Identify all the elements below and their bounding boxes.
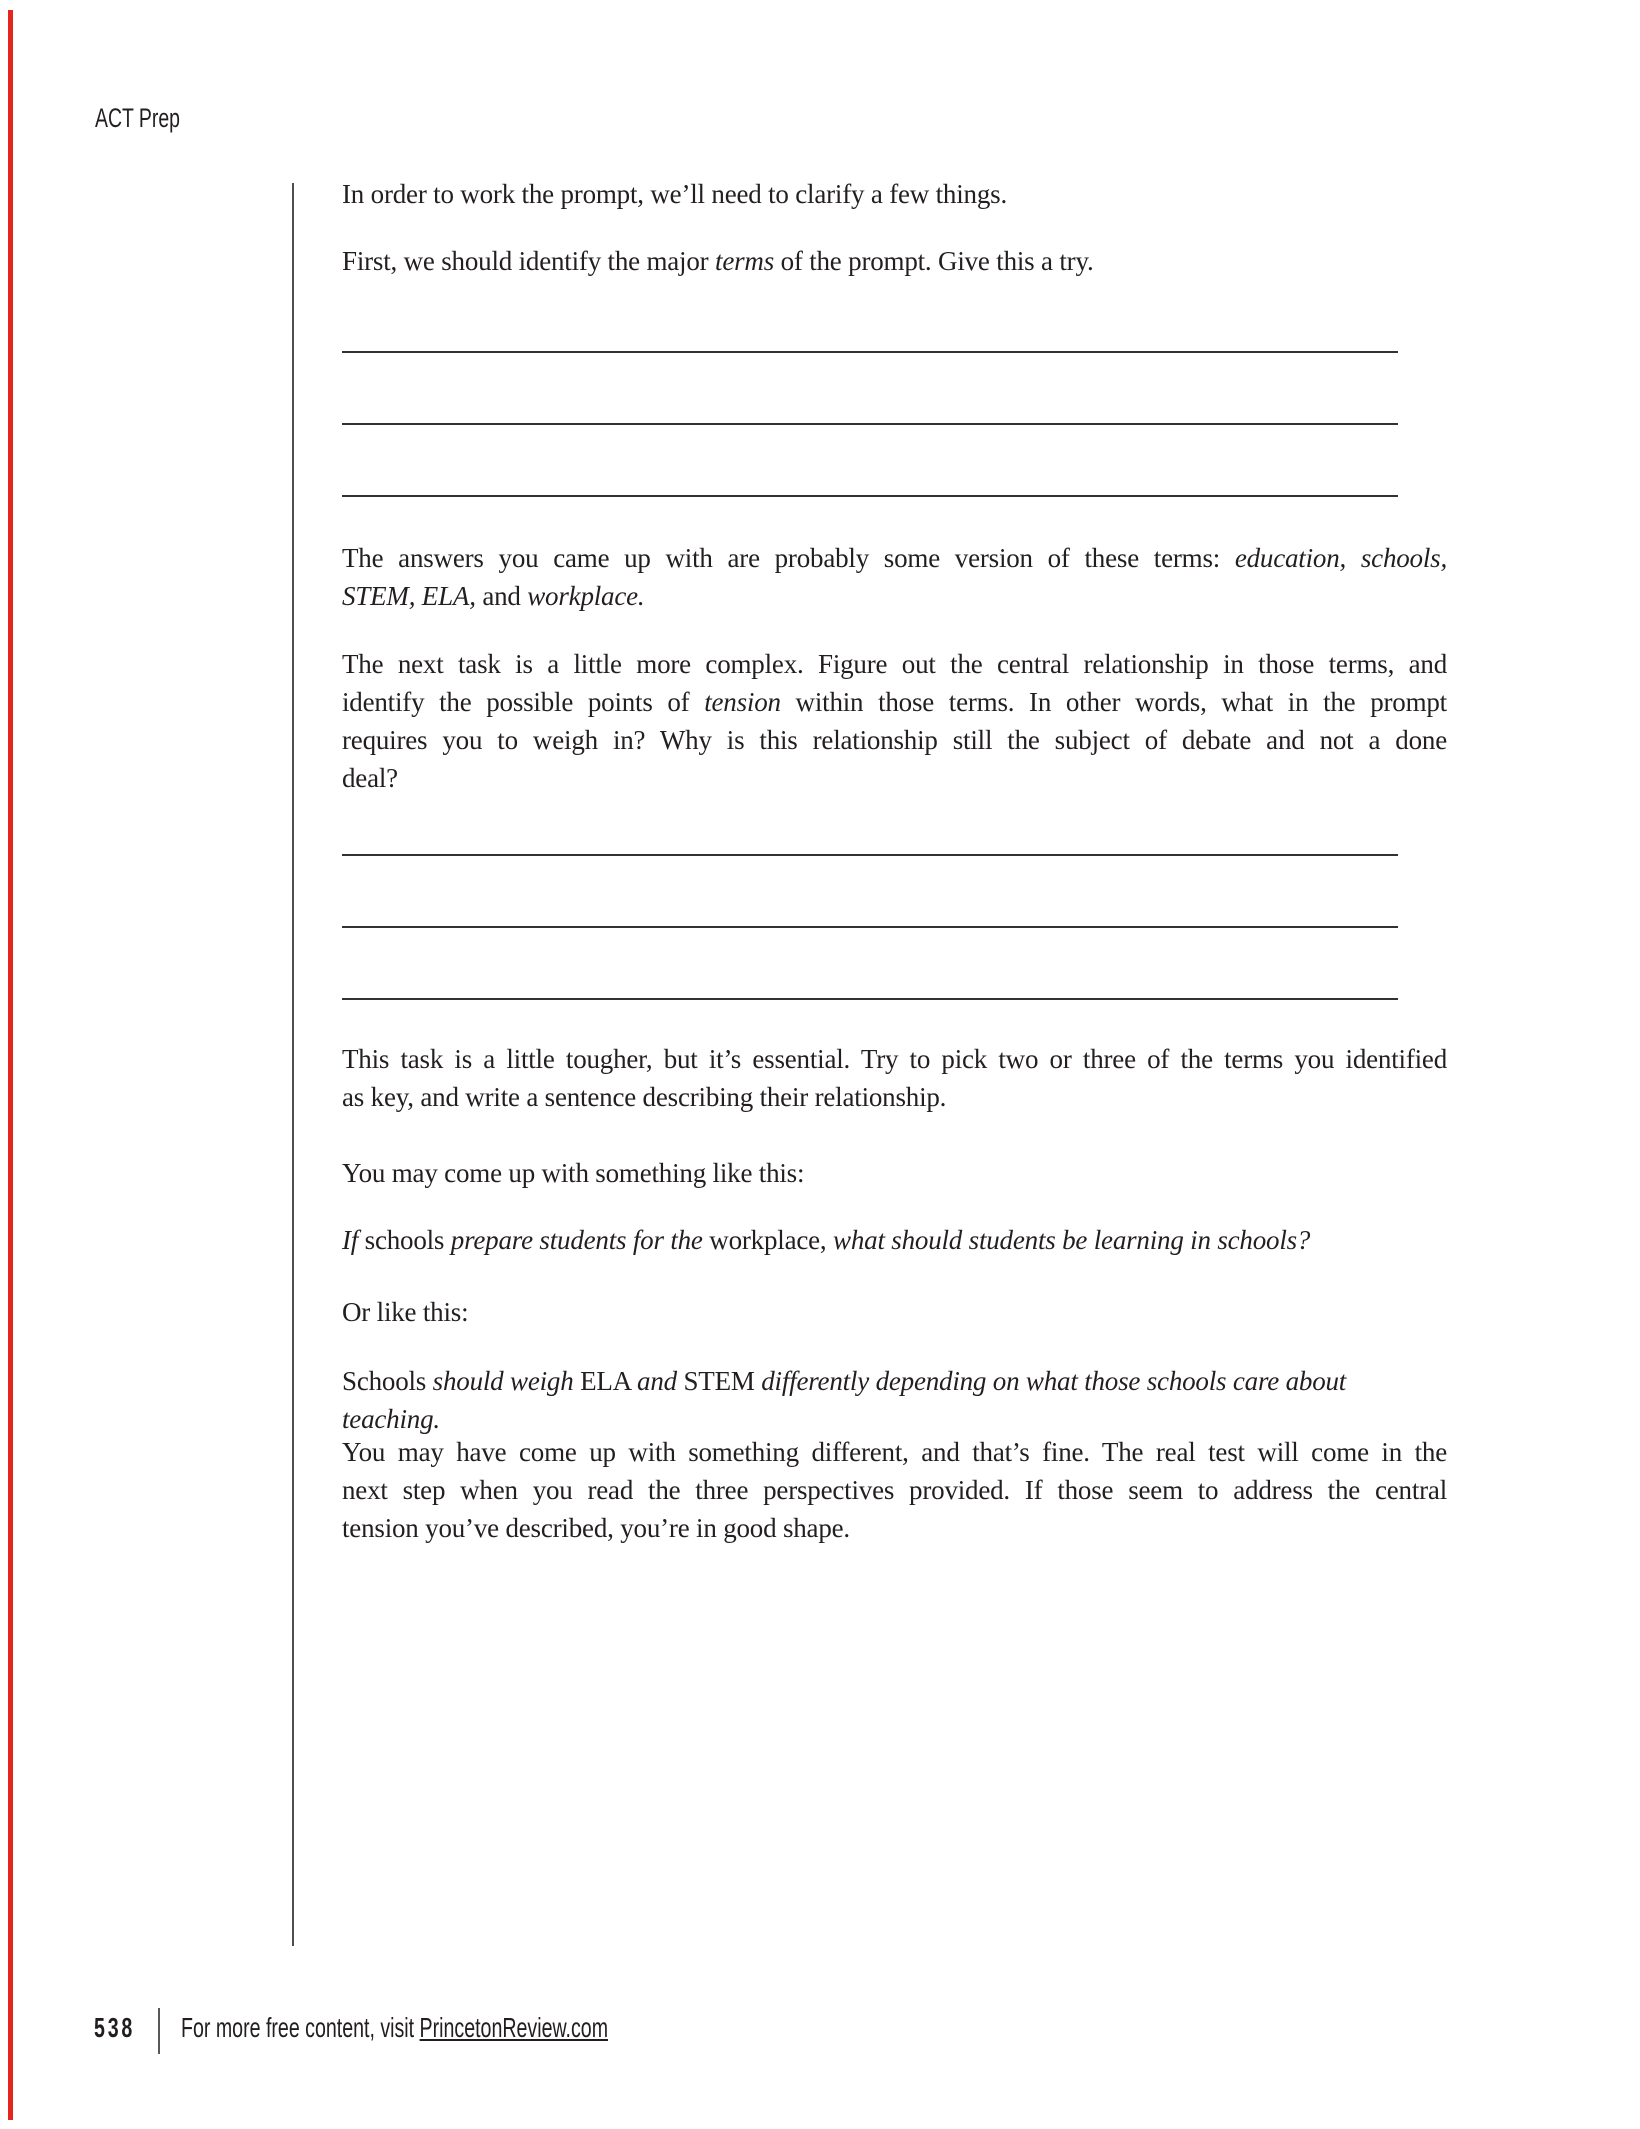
text-run: STEM xyxy=(676,1366,762,1396)
text-line xyxy=(342,645,1447,683)
text-line xyxy=(342,721,1447,759)
text-run: next step when you read the three perspectives provided. If those seem to address the central xyxy=(342,1475,1447,1505)
text-run-italic: education, schools, xyxy=(1234,543,1447,573)
text-run-italic: tension xyxy=(704,687,781,717)
text-run-italic: terms xyxy=(715,246,775,276)
text-run-italic: prepare students for the xyxy=(450,1225,703,1255)
paragraph-3 xyxy=(342,539,1447,615)
answer-line xyxy=(342,998,1398,1000)
text-run: You may come up with something like this: xyxy=(342,1158,805,1188)
paragraph-7-example-sentence xyxy=(342,1221,1447,1259)
text-run-italic: should weigh xyxy=(432,1366,574,1396)
answer-line xyxy=(342,423,1398,425)
text-run: You may have come up with something different, and that’s fine. The real test will come in the xyxy=(342,1437,1447,1467)
text-line xyxy=(342,1433,1447,1471)
text-line xyxy=(342,1078,1447,1116)
text-line xyxy=(342,683,1447,721)
paragraph-1 xyxy=(342,175,1447,213)
text-run: of the prompt. Give this a try. xyxy=(774,246,1094,276)
text-run: as key, and write a sentence describing their relationship. xyxy=(342,1082,947,1112)
text-run: requires you to weigh in? Why is this relationship still the subject of debate and not a done xyxy=(342,725,1447,755)
princeton-review-link[interactable]: PrincetonReview.com xyxy=(419,2012,609,2043)
text-line xyxy=(342,577,1447,615)
text-run-italic: STEM, ELA, xyxy=(342,581,476,611)
text-run: and xyxy=(475,581,528,611)
paragraph-9-example-sentence xyxy=(342,1362,1447,1438)
paragraph-10 xyxy=(342,1433,1447,1547)
text-run: deal? xyxy=(342,763,398,793)
text-line xyxy=(342,539,1447,577)
text-run: For more free content, visit xyxy=(181,2012,420,2043)
text-line xyxy=(342,1509,1447,1547)
paragraph-2 xyxy=(342,242,1447,280)
text-run: within those terms. In other words, what in the prompt xyxy=(780,687,1447,717)
text-run: First, we should identify the major xyxy=(342,246,716,276)
text-run: In order to work the prompt, we’ll need to clarify a few things. xyxy=(342,179,1007,209)
text-run: This task is a little tougher, but it’s essential. Try to pick two or three of the terms you identified xyxy=(342,1044,1447,1074)
text-run: ELA xyxy=(573,1366,638,1396)
content-left-rule xyxy=(292,183,294,1946)
text-run-italic: what should students be learning in schools? xyxy=(833,1225,1311,1255)
text-run: workplace, xyxy=(702,1225,834,1255)
text-run: schools xyxy=(358,1225,451,1255)
answer-line xyxy=(342,854,1398,856)
text-line xyxy=(342,1471,1447,1509)
paragraph-8 xyxy=(342,1293,1447,1331)
answer-line xyxy=(342,495,1398,497)
text-line xyxy=(342,759,1447,797)
text-run: tension you’ve described, you’re in good shape. xyxy=(342,1513,850,1543)
paragraph-4 xyxy=(342,645,1447,797)
text-run: Schools xyxy=(342,1366,433,1396)
paragraph-5 xyxy=(342,1040,1447,1116)
text-run: identify the possible points of xyxy=(342,687,705,717)
text-line xyxy=(342,1040,1447,1078)
page-number: 538 xyxy=(94,2012,136,2043)
left-accent-bar xyxy=(8,10,13,2120)
text-run: The next task is a little more complex. Figure out the central relationship in those terms, and xyxy=(342,649,1447,679)
text-run: Or like this: xyxy=(342,1297,469,1327)
paragraph-6 xyxy=(342,1154,1447,1192)
footer-divider xyxy=(158,2008,160,2054)
text-run-italic: If xyxy=(342,1225,359,1255)
answer-line xyxy=(342,351,1398,353)
text-run-italic: workplace. xyxy=(527,581,645,611)
text-run: The answers you came up with are probably some version of these terms: xyxy=(342,543,1235,573)
answer-line xyxy=(342,926,1398,928)
running-head: ACT Prep xyxy=(95,103,180,133)
text-run-italic: differently depending on what those schools care about teaching. xyxy=(342,1366,1347,1434)
footer-text xyxy=(181,2012,608,2044)
text-run-italic: and xyxy=(637,1366,677,1396)
